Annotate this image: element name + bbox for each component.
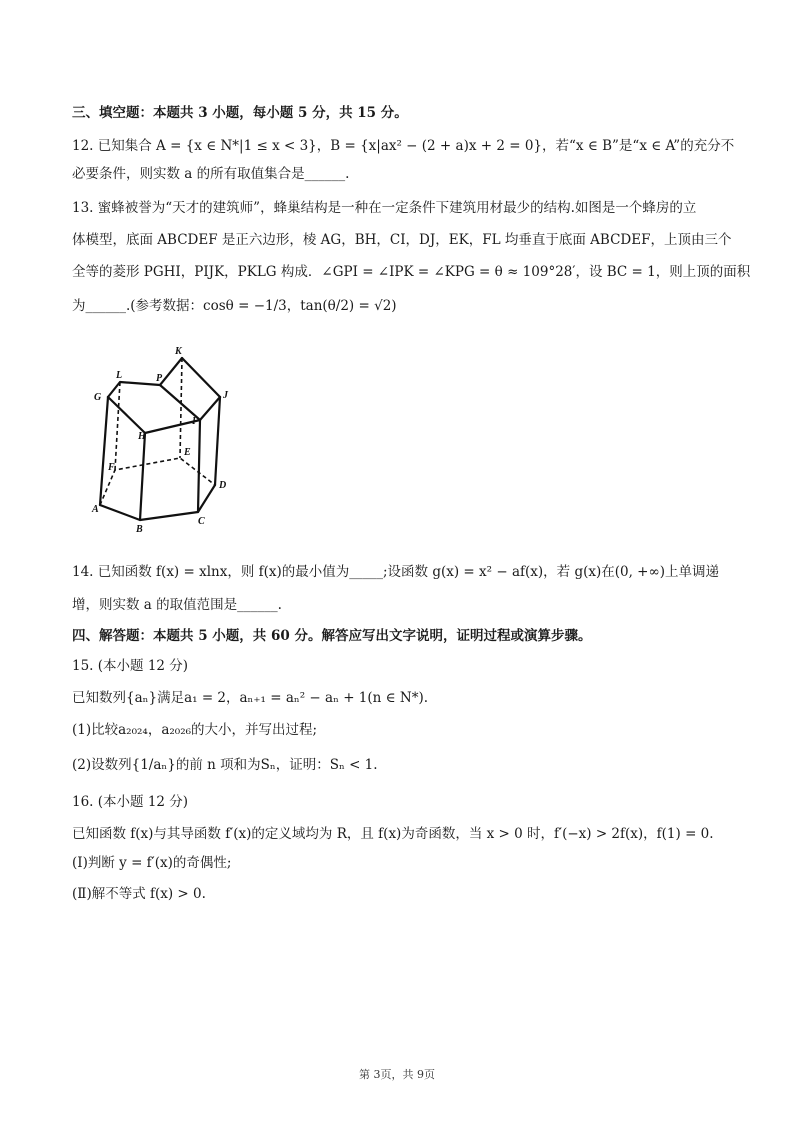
label-e: E bbox=[184, 447, 191, 458]
section-3-heading: 三、填空题：本题共 3 小题，每小题 5 分，共 15 分。 bbox=[72, 105, 408, 121]
label-f: F bbox=[108, 462, 115, 473]
top-edge-g-h-i-j bbox=[108, 397, 220, 433]
edge-ic bbox=[198, 420, 200, 512]
q15-stem: 已知数列{aₙ}满足a₁ = 2，aₙ₊₁ = aₙ² − aₙ + 1(n ∈ N*). bbox=[72, 690, 429, 706]
label-g: G bbox=[94, 392, 102, 403]
page-number-footer: 第 3页，共 9页 bbox=[359, 1068, 435, 1081]
honeycomb-prism-figure bbox=[80, 340, 250, 535]
edge-jd bbox=[215, 397, 220, 485]
edge-ke-hidden bbox=[180, 358, 182, 458]
top-edge-p-i bbox=[160, 385, 200, 420]
label-k: K bbox=[175, 346, 182, 357]
label-h: H bbox=[138, 431, 146, 442]
label-i: I bbox=[192, 416, 196, 427]
q13-line-3: 全等的菱形 PGHI，PIJK，PKLG 构成．∠GPI = ∠IPK = ∠KPG = θ ≈ 109°28′，设 BC = 1，则上顶的面积 bbox=[72, 264, 751, 280]
q13-line-2: 体模型，底面 ABCDEF 是正六边形，棱 AG，BH，CI，DJ，EK，FL 均垂直于底面 ABCDEF，上顶由三个 bbox=[72, 232, 732, 248]
q13-line-4: 为______.(参考数据：cosθ = −1/3，tan(θ/2) = √2) bbox=[72, 298, 397, 314]
label-b: B bbox=[136, 524, 143, 535]
q15-part-1: (1)比较a₂₀₂₄，a₂₀₂₆的大小，并写出过程; bbox=[72, 722, 318, 738]
q16-part-1: (Ⅰ)判断 y = f′(x)的奇偶性; bbox=[72, 855, 232, 871]
label-j: J bbox=[223, 390, 228, 401]
label-p: P bbox=[156, 373, 163, 384]
q14-line-2: 增，则实数 a 的取值范围是______. bbox=[72, 597, 282, 613]
q16-title: 16. (本小题 12 分) bbox=[72, 794, 189, 810]
section-4-heading: 四、解答题：本题共 5 小题，共 60 分。解答应写出文字说明，证明过程或演算步骤。 bbox=[72, 628, 592, 644]
q15-title: 15. (本小题 12 分) bbox=[72, 658, 189, 674]
label-d: D bbox=[219, 480, 227, 491]
edge-lf-hidden bbox=[115, 382, 120, 470]
q14-line-1: 14. 已知函数 f(x) = xlnx，则 f(x)的最小值为_____;设函数 g(x) = x² − af(x)，若 g(x)在(0, +∞)上单调递 bbox=[72, 564, 719, 580]
q15-part-2: (2)设数列{1/aₙ}的前 n 项和为Sₙ，证明：Sₙ < 1. bbox=[72, 757, 378, 773]
q12-line-1: 12. 已知集合 A = {x ∈ N*|1 ≤ x < 3}，B = {x|ax² − (2 + a)x + 2 = 0}，若“x ∈ B”是“x ∈ A”的充分不 bbox=[72, 138, 735, 154]
label-a: A bbox=[92, 504, 99, 515]
q16-stem: 已知函数 f(x)与其导函数 f′(x)的定义域均为 R，且 f(x)为奇函数，当 x > 0 时，f′(−x) > 2f(x)，f(1) = 0. bbox=[72, 826, 714, 842]
q16-part-2: (Ⅱ)解不等式 f(x) > 0. bbox=[72, 886, 206, 902]
q12-line-2: 必要条件，则实数 a 的所有取值集合是______. bbox=[72, 166, 350, 182]
q13-line-1: 13. 蜜蜂被誉为“天才的建筑师”，蜂巢结构是一种在一定条件下建筑用材最少的结构.如图是一个蜂房的立 bbox=[72, 200, 697, 216]
label-l: L bbox=[116, 370, 123, 381]
edge-hb bbox=[140, 433, 145, 520]
top-edge-k-j bbox=[182, 358, 220, 397]
label-c: C bbox=[198, 516, 205, 527]
